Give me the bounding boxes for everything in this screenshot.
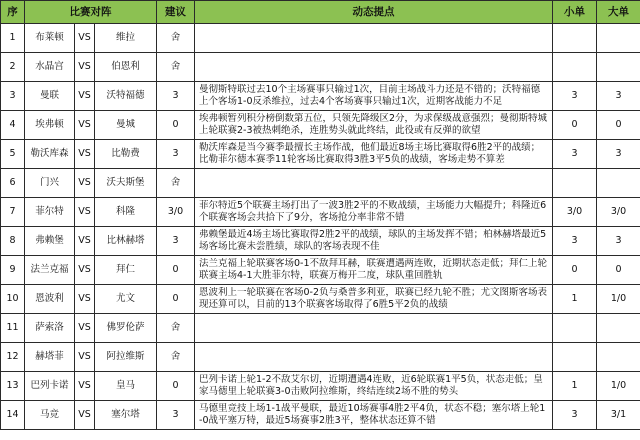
analysis-note bbox=[195, 53, 553, 82]
table-row bbox=[1, 372, 640, 401]
analysis-text: 弗赖堡最近4场主场比赛取得2胜2平的战绩，球队的主场发挥不错；柏林赫塔最近5场客场比赛未尝胜绩，球队的客场表现不佳 bbox=[199, 229, 547, 252]
pick-cell: 0 bbox=[157, 285, 195, 314]
big-pick: 0 bbox=[597, 256, 640, 285]
header-pick: 建议 bbox=[157, 1, 195, 24]
small-pick bbox=[553, 314, 597, 343]
big-pick bbox=[597, 53, 640, 82]
pick-cell: 舍 bbox=[157, 24, 195, 53]
pick-cell: 3/0 bbox=[157, 198, 195, 227]
row-number: 7 bbox=[1, 198, 25, 227]
big-pick: 1/0 bbox=[597, 372, 640, 401]
analysis-note bbox=[195, 314, 553, 343]
table-row bbox=[1, 24, 640, 53]
row-number: 8 bbox=[1, 227, 25, 256]
header-seq: 序 bbox=[1, 1, 25, 24]
away-team: 拜仁 bbox=[95, 256, 157, 285]
big-pick: 3/1 bbox=[597, 401, 640, 430]
pick-cell: 3 bbox=[157, 82, 195, 111]
away-team: 比林赫塔 bbox=[95, 227, 157, 256]
analysis-note bbox=[195, 372, 553, 401]
big-pick: 3 bbox=[597, 82, 640, 111]
away-team: 尤文 bbox=[95, 285, 157, 314]
small-pick: 0 bbox=[553, 111, 597, 140]
analysis-note bbox=[195, 111, 553, 140]
home-team: 门兴 bbox=[25, 169, 75, 198]
away-team: 比勒费 bbox=[95, 140, 157, 169]
analysis-text: 马德里竞技上场1-1战平曼联，最近10场赛事4胜2平4负，状态不稳；塞尔塔上轮1-0战平塞万特，最近5场赛事2胜3平，整体状态还算不错 bbox=[199, 403, 546, 426]
home-team: 恩波利 bbox=[25, 285, 75, 314]
analysis-text: 法兰克福上轮联赛客场0-1不敌拜耳赫，联赛遭遇两连败，近期状态走低；拜仁上轮联赛主场4-1大胜菲尔特，联赛万梅开二度，球队重回胜轨 bbox=[199, 258, 548, 281]
row-number: 6 bbox=[1, 169, 25, 198]
big-pick bbox=[597, 24, 640, 53]
analysis-text: 巴列卡诺上轮1-2不敌艾尔切，近期遭遇4连败，近6轮联赛1平5负，状态走低；皇家马德里上轮联赛3-0击败阿拉维斯，终结连续2场不胜的势头 bbox=[199, 374, 543, 397]
small-pick bbox=[553, 24, 597, 53]
pick-cell: 0 bbox=[157, 256, 195, 285]
row-number: 9 bbox=[1, 256, 25, 285]
vs-label: VS bbox=[75, 24, 95, 53]
analysis-note bbox=[195, 227, 553, 256]
table-row bbox=[1, 314, 640, 343]
home-team: 埃弗顿 bbox=[25, 111, 75, 140]
pick-cell: 舍 bbox=[157, 53, 195, 82]
home-team: 马竞 bbox=[25, 401, 75, 430]
pick-cell: 3 bbox=[157, 401, 195, 430]
home-team: 萨索洛 bbox=[25, 314, 75, 343]
vs-label: VS bbox=[75, 256, 95, 285]
vs-label: VS bbox=[75, 372, 95, 401]
away-team: 科隆 bbox=[95, 198, 157, 227]
small-pick bbox=[553, 169, 597, 198]
analysis-text: 曼彻斯特联过去10个主场赛事只输过1次，目前主场战斗力还是不错的；沃特福德上个客场1-0反杀维拉，过去4个客场赛事只输过1次，近期客战能力不足 bbox=[199, 84, 541, 107]
row-number: 4 bbox=[1, 111, 25, 140]
big-pick: 3/0 bbox=[597, 198, 640, 227]
home-team: 弗赖堡 bbox=[25, 227, 75, 256]
analysis-note bbox=[195, 140, 553, 169]
header-small: 小单 bbox=[553, 1, 597, 24]
home-team: 勒沃库森 bbox=[25, 140, 75, 169]
home-team: 法兰克福 bbox=[25, 256, 75, 285]
header-analysis: 动态提点 bbox=[195, 1, 553, 24]
table-row bbox=[1, 343, 640, 372]
home-team: 菲尔特 bbox=[25, 198, 75, 227]
vs-label: VS bbox=[75, 169, 95, 198]
table-row bbox=[1, 111, 640, 140]
big-pick: 1/0 bbox=[597, 285, 640, 314]
big-pick bbox=[597, 169, 640, 198]
away-team: 塞尔塔 bbox=[95, 401, 157, 430]
row-number: 13 bbox=[1, 372, 25, 401]
analysis-note bbox=[195, 169, 553, 198]
small-pick: 1 bbox=[553, 372, 597, 401]
analysis-text: 勒沃库森是当今赛季最擅长主场作战，他们最近8场主场比赛取得6胜2平的战绩；比勒菲尔德本赛季11轮客场比赛取得3胜3平5负的战绩，客场走势不算差 bbox=[199, 142, 541, 165]
away-team: 阿拉维斯 bbox=[95, 343, 157, 372]
home-team: 巴列卡诺 bbox=[25, 372, 75, 401]
table-row bbox=[1, 140, 640, 169]
vs-label: VS bbox=[75, 140, 95, 169]
pick-cell: 0 bbox=[157, 372, 195, 401]
away-team: 皇马 bbox=[95, 372, 157, 401]
analysis-note bbox=[195, 198, 553, 227]
small-pick: 3 bbox=[553, 140, 597, 169]
pick-cell: 舍 bbox=[157, 343, 195, 372]
vs-label: VS bbox=[75, 53, 95, 82]
analysis-note bbox=[195, 256, 553, 285]
vs-label: VS bbox=[75, 343, 95, 372]
big-pick bbox=[597, 343, 640, 372]
row-number: 11 bbox=[1, 314, 25, 343]
row-number: 1 bbox=[1, 24, 25, 53]
row-number: 14 bbox=[1, 401, 25, 430]
table-row bbox=[1, 285, 640, 314]
small-pick: 3 bbox=[553, 401, 597, 430]
big-pick: 3 bbox=[597, 140, 640, 169]
small-pick bbox=[553, 343, 597, 372]
row-number: 12 bbox=[1, 343, 25, 372]
vs-label: VS bbox=[75, 285, 95, 314]
analysis-text: 恩波利上一轮联赛在客场0-2负与桑普多利亚，联赛已经九轮不胜；尤文图斯客场表现还算可以，目前的13个联赛客场取得了6胜5平2负的战绩 bbox=[199, 287, 548, 310]
small-pick: 0 bbox=[553, 256, 597, 285]
analysis-note bbox=[195, 343, 553, 372]
away-team: 佛罗伦萨 bbox=[95, 314, 157, 343]
vs-label: VS bbox=[75, 401, 95, 430]
small-pick bbox=[553, 53, 597, 82]
big-pick: 3 bbox=[597, 227, 640, 256]
header-match: 比赛对阵 bbox=[25, 1, 157, 24]
row-number: 3 bbox=[1, 82, 25, 111]
row-number: 10 bbox=[1, 285, 25, 314]
away-team: 沃夫斯堡 bbox=[95, 169, 157, 198]
analysis-note bbox=[195, 24, 553, 53]
pick-cell: 3 bbox=[157, 227, 195, 256]
table-row bbox=[1, 169, 640, 198]
pick-cell: 舍 bbox=[157, 169, 195, 198]
away-team: 沃特福德 bbox=[95, 82, 157, 111]
small-pick: 3 bbox=[553, 227, 597, 256]
vs-label: VS bbox=[75, 111, 95, 140]
header-big: 大单 bbox=[597, 1, 640, 24]
table-row bbox=[1, 401, 640, 430]
big-pick bbox=[597, 314, 640, 343]
away-team: 伯恩利 bbox=[95, 53, 157, 82]
row-number: 5 bbox=[1, 140, 25, 169]
pick-cell: 0 bbox=[157, 111, 195, 140]
away-team: 曼城 bbox=[95, 111, 157, 140]
vs-label: VS bbox=[75, 227, 95, 256]
analysis-text: 埃弗顿暂列积分榜倒数第五位，只领先降级区2分，为求保级战意强烈；曼彻斯特城上轮联赛2-3被热刺绝杀，连胜势头就此终结，此役或有反弹的欲望 bbox=[199, 113, 548, 136]
vs-label: VS bbox=[75, 198, 95, 227]
small-pick: 1 bbox=[553, 285, 597, 314]
analysis-note bbox=[195, 82, 553, 111]
header-row bbox=[1, 1, 640, 24]
vs-label: VS bbox=[75, 82, 95, 111]
away-team: 维拉 bbox=[95, 24, 157, 53]
analysis-note bbox=[195, 285, 553, 314]
big-pick: 0 bbox=[597, 111, 640, 140]
table-row bbox=[1, 198, 640, 227]
pick-cell: 舍 bbox=[157, 314, 195, 343]
pick-cell: 3 bbox=[157, 140, 195, 169]
analysis-text: 菲尔特近5个联赛主场打出了一波3胜2平的不败战绩，主场能力大幅提升；科隆近6个联赛客场会共拾下了9分，客场抢分率非常不错 bbox=[199, 200, 547, 223]
small-pick: 3/0 bbox=[553, 198, 597, 227]
home-team: 曼联 bbox=[25, 82, 75, 111]
table-row bbox=[1, 256, 640, 285]
home-team: 水晶宫 bbox=[25, 53, 75, 82]
table-row bbox=[1, 227, 640, 256]
table-row bbox=[1, 53, 640, 82]
home-team: 布莱顿 bbox=[25, 24, 75, 53]
small-pick: 3 bbox=[553, 82, 597, 111]
analysis-note bbox=[195, 401, 553, 430]
row-number: 2 bbox=[1, 53, 25, 82]
home-team: 赫塔菲 bbox=[25, 343, 75, 372]
table-row bbox=[1, 82, 640, 111]
vs-label: VS bbox=[75, 314, 95, 343]
